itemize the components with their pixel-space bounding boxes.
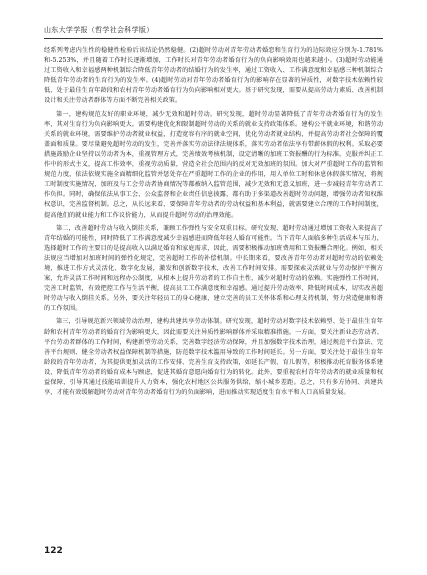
page-number: 122 (44, 546, 63, 556)
paragraph-policy-two: 第二，改善超时劳动与收入倒挂关系，兼顾工作弹性与安全双重目标。研究发现，超时劳动通过增加工资收入来提高了青年结婚的可能性，同时降低了工作满意度减少幸福感进而降低年轻人婚育可能性。当下青年人面临多种生活成本与压力，选择超时工作的主要目的是提高收入以满足婚育和家庭需求，因此，需要积极推动加班费用和工资报酬合理化。例如，相关法规应当增加对加班时间的弹性化规定，完善超时工作的补偿机制。中长期来看，要改善青年劳动者对超时劳动的依赖处境，推进工作方式灵活化、数字化发展，激发和创新数字技术，改善工作时间安排。需要探索灵活就业与劳动保护平衡方案，允许灵活工作时间和远程办公制度，从根本上提升劳动者的工作自主性，减少对超时劳动的依赖。实施弹性工作时间，完善工时监管，有效把控工作与生活平衡，提高员工工作满意度和幸福感。通过提升劳动效率、降低时间成本，切实改善超时劳动与收入倒挂关系。另外，要关注年轻员工的身心健康，建立完善的员工关怀体系和心理支持机制，努力营造健康和谐的工作氛围。 (44, 224, 383, 313)
running-header (44, 20, 383, 39)
paragraph-policy-three: 第三，引导规范新兴领域劳动治理，建构共建共享劳动体制。研究发现，超时劳动对数字技术依赖型、处于最佳生育年龄和农村青年劳动者的婚育行为影响更大，因此需要关注异质性影响群体并采取精准措施。一方面，要关注新业态劳动者、平台劳动者群体的工作时间，构建新型劳动关系，完善数字经济劳动保障，并且加强数字技术治理，通过规范平台算法、完善平台规则、健全劳动者权益保障机制等措施，防范数字技术滥用导致的工作时间延长。另一方面，要关注处于最佳生育年龄段的青年劳动者，为其提供更加灵活的工作安排、完善生育支持政策，如延长产假、育儿假等，积极推动托育服务体系建设，降低青年劳动者的婚育成本与顾虑，促进其婚育意愿向婚育行为的转化。此外，要重视农村青年劳动者的就业质量和权益保障，引导其通过技能培训提升人力资本，强化农村地区公共服务供给，缩小城乡差距。总之，只有多方协同、共建共享，才能有效缓解超时劳动对青年劳动者婚育行为的负面影响，进而推动实现适度生育水平和人口高质量发展。 (44, 318, 383, 397)
paragraph-conclusion-summary: 经系列考虑内生性的稳健性检验后该结论仍然稳健。(2)超时劳动对青年劳动者婚恋和生育行为的边际效应分别为-1.781%和-5.253%，并且随着工作时长逐渐增加，工作时长对青年劳动者婚育行为的负向影响效用也越来越小。(3)超时劳动能通过工资收入和幸福感两种机制综合降低青年劳动者的结婚行为的发生率，通过工资收入、工作满意度和幸福感三种机制综合降低青年劳动者的生育行为的发生率。(4)超时劳动对青年劳动者婚育行为的影响存在显著的异质性，对数字技术依赖性较低、处于最佳生育年龄段和农村青年劳动者婚育行为负向影响相对更大。基于研究发现，需要从提高劳动力素质、改善机制设计和关注劳动者群体等方面不断完善相关政策。 (44, 47, 383, 105)
paragraph-policy-one: 第一，建构规范友好的职业环境，减少无效和超时劳动。研究发现，超时劳动显著降低了青年劳动者婚育行为的发生率，其对生育行为负向影响更大。需要构建优化和限制超时劳动的关系的就业支持政策体系。建构公平就业环境，和谐劳动关系的就业环境，需要维护劳动者就业权益，打造宽容有序的就业空间，优化劳动者就业结构，并提高劳动者社会保障的覆盖面和质量。要尽量避免超时劳动的发生，完善并落实劳动法律法规体系，落实劳动者依法享有带薪休假的权利。采取必要措施鼓励企业坚持以劳动者为本，重视管理方式，完善绩效考核机制，设定清晰的加班工资报酬的行为标准。克服并纠正工作中的形式主义，提高工作效率，重视劳动质量，营造全社会范围内的反对无效加班的氛围。加大对严重超时工作的监管和规范力度，依法依规实施全面精细化监管并惩处存在严重超时工作的企业的作用，用人单位工时和休息休假落实情况，将规工时制度实施情况，加班及与工会劳动者协商情况等都被纳入监管范围，减少无效和无意义加班，进一步减轻青年劳动者工作负担。同时，确保依法从事工会、公众监督和企业责任信息披露，都有助于多渠道改善超时劳动问题，增强劳动者知权维权意识，完善监督机制。总之，从长远来看，要保障青年劳动者的劳动权益和基本利益，就需要建立合理的工作时间制度，提高他们的就业能力和工作议价能力，从而提升超时劳动的治理效能。 (44, 110, 383, 219)
journal-title: 山东大学学报（哲学社会科学版） (44, 26, 154, 34)
article-body (44, 46, 383, 532)
